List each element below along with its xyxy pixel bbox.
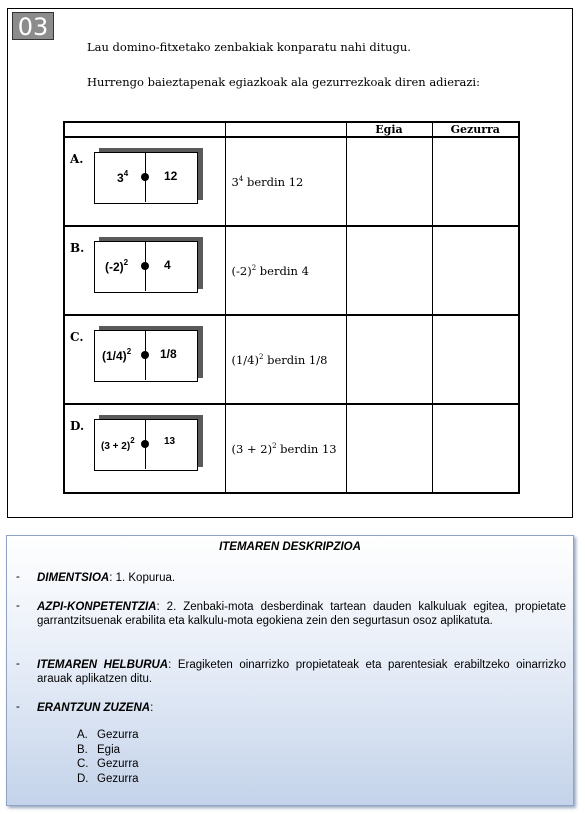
domino-cell — [64, 137, 225, 226]
table-row — [64, 226, 519, 315]
egia-answer-cell[interactable] — [346, 137, 432, 226]
question-number-badge: 03 — [12, 12, 54, 40]
list-item: D. Gezurra — [77, 772, 139, 785]
egia-answer-cell[interactable] — [346, 226, 432, 315]
gezurra-answer-cell[interactable] — [432, 226, 519, 315]
row-letter: D. — [70, 419, 85, 433]
domino-dot — [141, 262, 149, 270]
domino-tile — [94, 241, 198, 293]
question-frame — [7, 8, 573, 518]
domino-right-value: 1/8 — [160, 347, 177, 361]
domino-dot — [141, 351, 149, 359]
domino-right-value: 12 — [164, 169, 178, 183]
answer-label: ERANTZUN ZUZENA — [37, 702, 151, 714]
domino-right-value: 13 — [164, 436, 176, 447]
gezurra-answer-cell[interactable] — [432, 137, 519, 226]
table-row — [64, 315, 519, 404]
domino-left-value: $3^4$ — [117, 169, 129, 185]
domino-left-value: $(1/4)^2$ — [102, 347, 132, 363]
row-letter: A. — [70, 152, 84, 166]
intro-line-2: Hurrengo baieztapenak egiazkoak ala gezurrezkoak diren adierazi: — [87, 75, 480, 89]
gezurra-answer-cell[interactable] — [432, 404, 519, 493]
table-row — [64, 404, 519, 493]
header-egia: Egia — [346, 122, 432, 137]
domino-dot — [141, 440, 149, 448]
list-item: B. Egia — [77, 743, 121, 756]
domino-right-value: 4 — [164, 258, 171, 272]
domino-left-value: $(3 + 2)^2$ — [101, 436, 135, 452]
domino-left-value: $(-2)^2$ — [105, 258, 129, 274]
domino-cell — [64, 315, 225, 404]
egia-answer-cell[interactable] — [346, 315, 432, 404]
domino-cell — [64, 226, 225, 315]
dimension-text: : 1. Kopurua. — [109, 572, 176, 584]
domino-tile — [94, 330, 198, 382]
table-row — [64, 137, 519, 226]
statement-cell: $(-2)^2$ berdin 4 — [225, 226, 346, 315]
description-title: ITEMAREN DESKRIPZIOA — [219, 541, 361, 553]
domino-tile — [94, 152, 198, 204]
competence-label: AZPI-KONPETENTZIA — [37, 601, 157, 613]
table-header-row — [64, 122, 519, 137]
domino-tile — [94, 419, 198, 471]
list-item: A. Gezurra — [77, 729, 139, 741]
header-gezurra: Gezurra — [432, 122, 519, 137]
answer-table — [63, 121, 520, 494]
item-description-box: ITEMAREN DESKRIPZIOA - DIMENTSIOA: 1. Kopurua. - AZPI-KONPETENTZIA: 2. Zenbaki-mota desberdinak tartean dauden kalkuluak egitea, propietate garrantzitsuenak erabilita eta kalkulu-mota egokiena zein den segurtasun osoz aplikatuta. - ITEMAREN HELBURUA: Eragiketen oinarrizko propietateak eta parentesiak erabiltzeko oinarrizko arauak aplikatzen ditu. - ERANTZUN ZUZENA: A. Gezurra B. Egia C. Gezurra D. Gezurra — [6, 535, 574, 806]
statement-cell: $3^4$ berdin 12 — [225, 137, 346, 226]
intro-line-1: Lau domino-fitxetako zenbakiak konparatu nahi ditugu. — [87, 40, 411, 54]
goal-text: : Eragiketen oinarrizko propietateak eta parentesiak erabiltzeko oinarrizko arauak aplikatzen ditu. — [37, 659, 566, 685]
statement-cell: $(1/4)^2$ berdin 1/8 — [225, 315, 346, 404]
dimension-label: DIMENTSIOA — [37, 572, 110, 584]
row-letter: C. — [70, 330, 84, 344]
goal-label: ITEMAREN HELBURUA — [37, 659, 169, 671]
correct-answers-list — [77, 728, 139, 786]
list-item: C. Gezurra — [77, 758, 139, 770]
gezurra-answer-cell[interactable] — [432, 315, 519, 404]
header-blank-1 — [64, 122, 225, 137]
row-letter: B. — [70, 241, 85, 255]
domino-cell — [64, 404, 225, 493]
statement-cell: $(3 + 2)^2$ berdin 13 — [225, 404, 346, 493]
domino-dot — [141, 173, 149, 181]
egia-answer-cell[interactable] — [346, 404, 432, 493]
competence-text: : 2. Zenbaki-mota desberdinak tartean dauden kalkuluak egitea, propietate garrantzitsuenak erabilita eta kalkulu-mota egokiena zein den segurtasun osoz aplikatuta. — [37, 601, 566, 627]
header-blank-2 — [225, 122, 346, 137]
